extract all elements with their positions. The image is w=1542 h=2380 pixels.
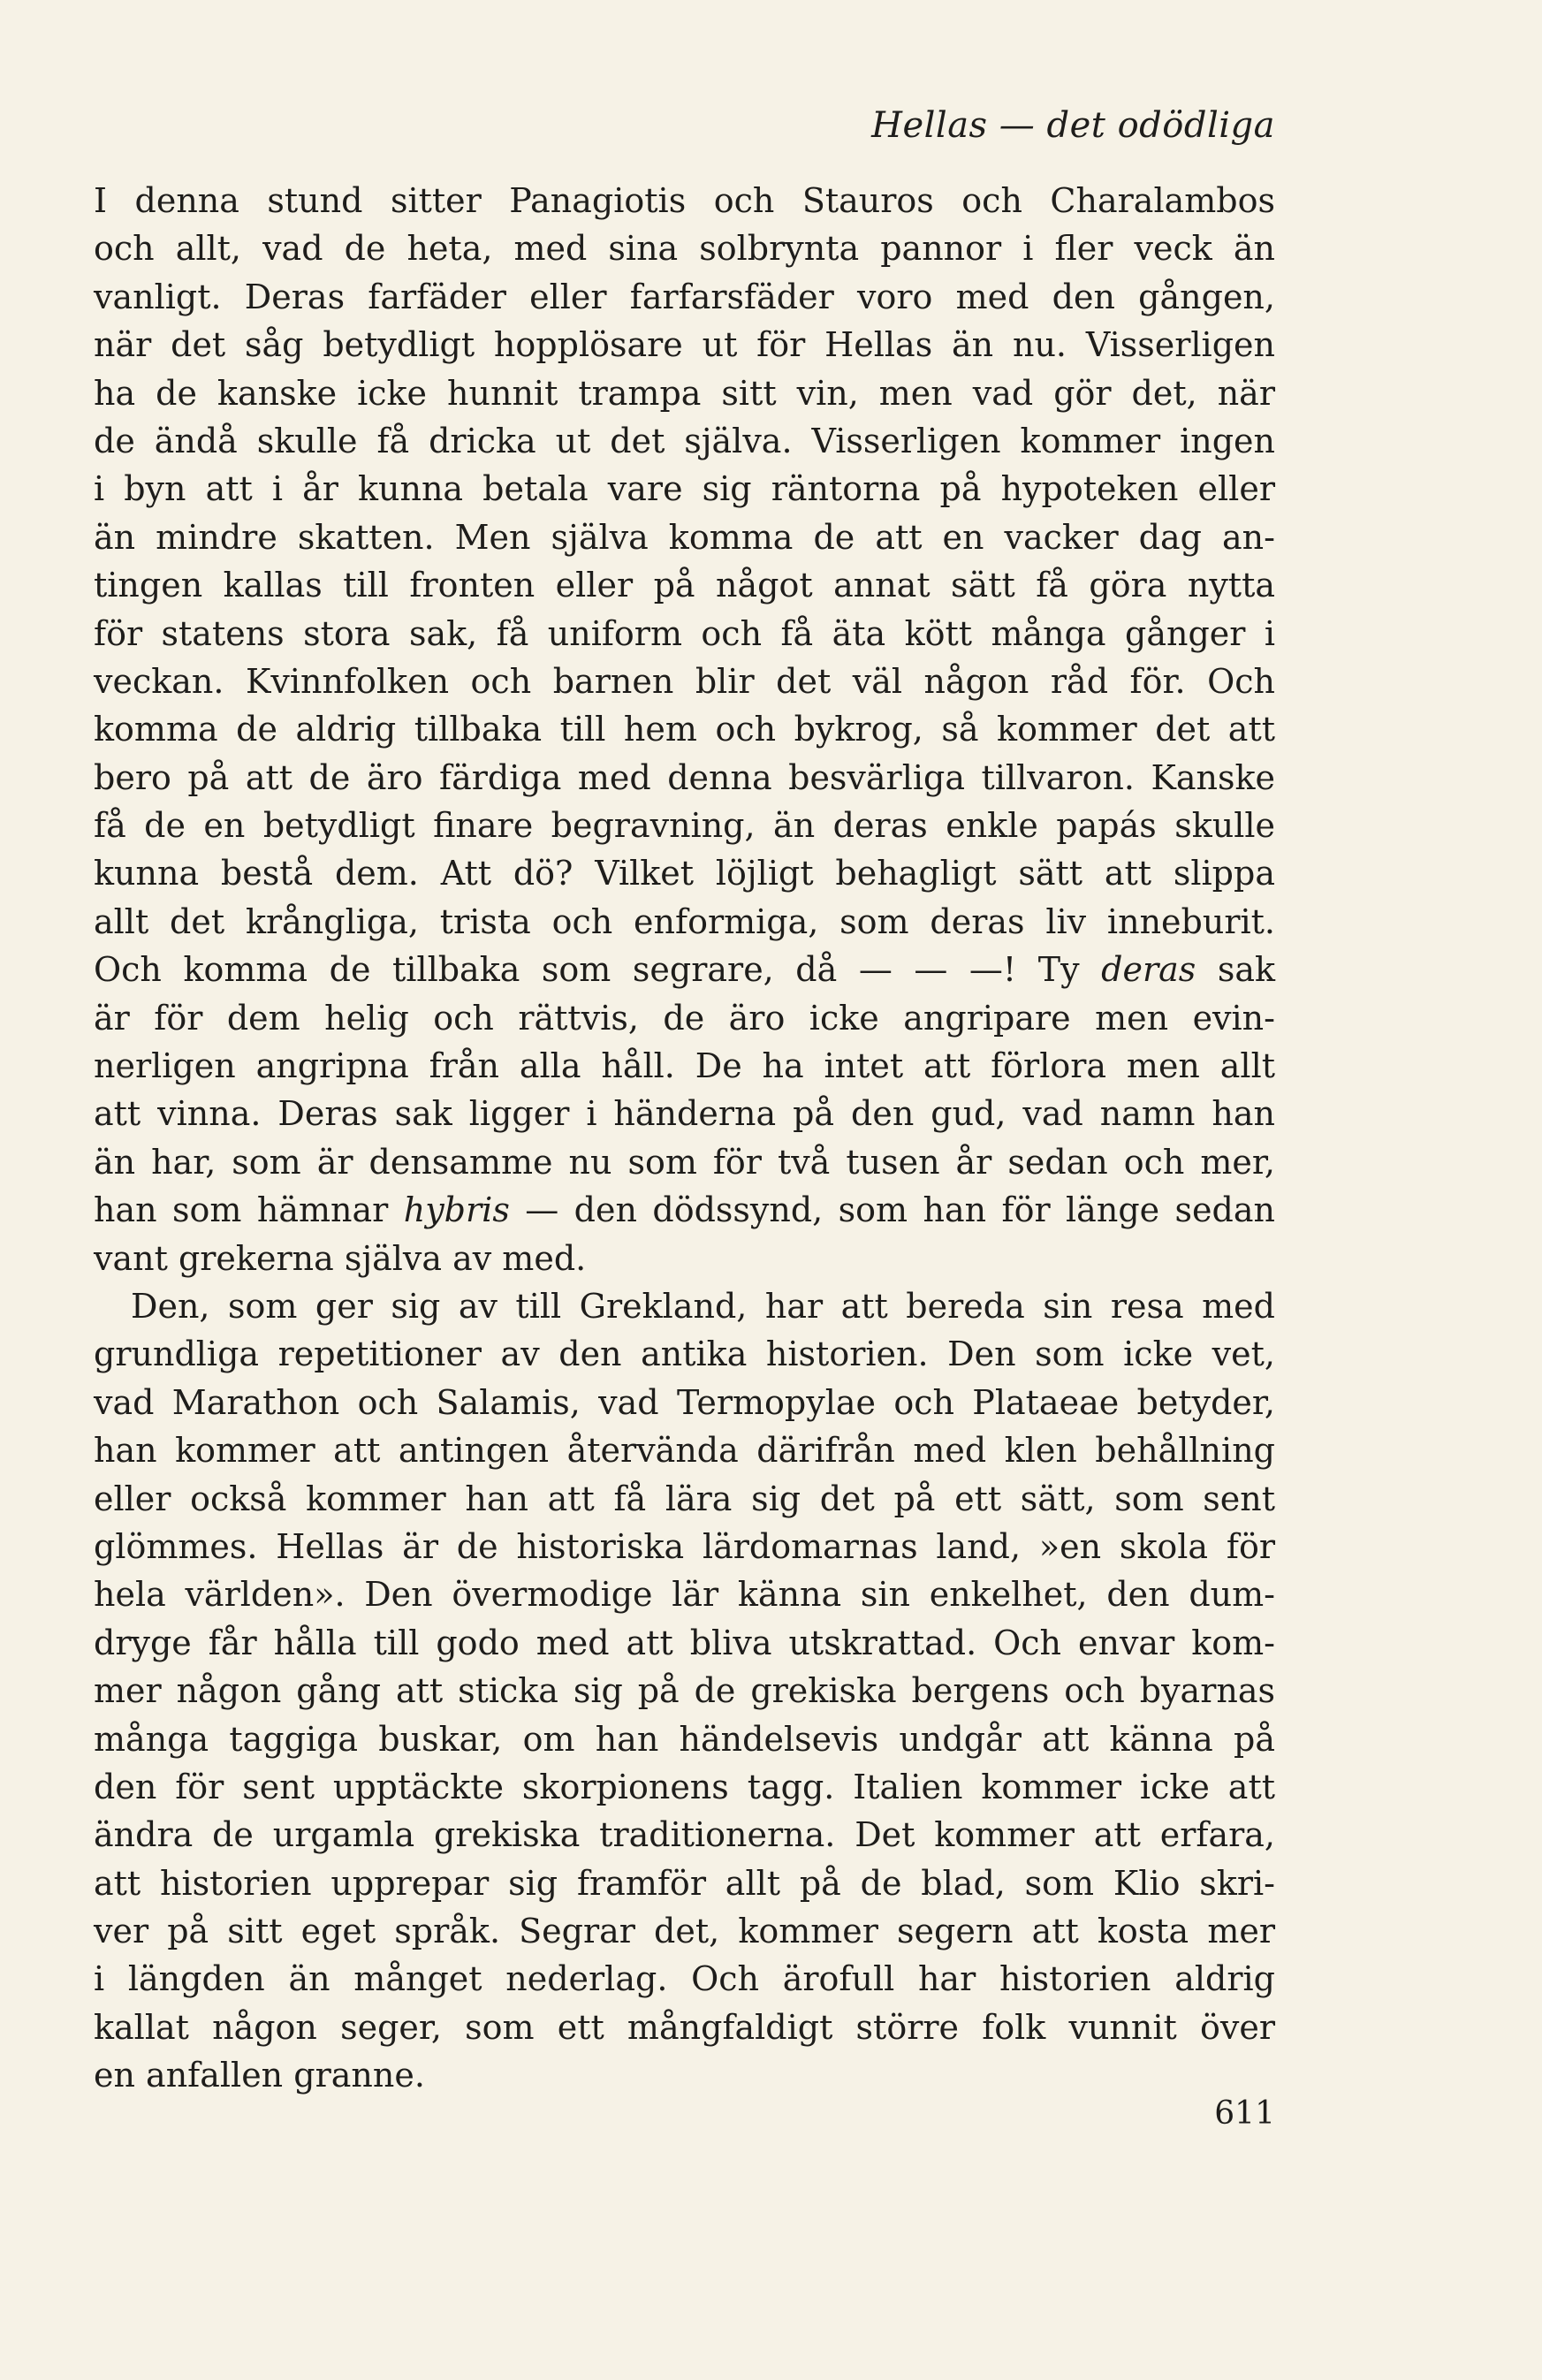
text-line: de ändå skulle få dricka ut det själva. Visserligen kommer ingen (94, 421, 1275, 460)
text-line: ändra de urgamla grekiska traditionerna. Det kommer att erfara, (94, 1815, 1275, 1855)
text-line: allt det krångliga, trista och enformiga, som deras liv inneburit. (94, 901, 1275, 941)
running-head: Hellas — det odödliga (871, 105, 1275, 146)
text-line: I denna stund sitter Panagiotis och Stauros och Charalambos (94, 181, 1275, 220)
text-line: hela världen». Den övermodige lär känna sin enkelhet, den dum- (94, 1575, 1275, 1615)
text-span: Och komma de tillbaka som segrare, då — — —! Ty (94, 950, 1102, 990)
text-span: — den dödssynd, som han för länge sedan (509, 1190, 1275, 1230)
text-line: tingen kallas till fronten eller på något annat sätt få göra nytta (94, 566, 1275, 605)
text-line: i längden än månget nederlag. Och ärofull har historien aldrig (94, 1959, 1275, 1999)
italic-word: deras (1101, 950, 1196, 990)
text-line: eller också kommer han att få lära sig det på ett sätt, som sent (94, 1479, 1275, 1518)
text-line: vad Marathon och Salamis, vad Termopylae och Plataeae betyder, (94, 1382, 1275, 1422)
text-line: komma de aldrig tillbaka till hem och bykrog, så kommer det att (94, 710, 1275, 749)
text-line: veckan. Kvinnfolken och barnen blir det väl någon råd för. Och (94, 661, 1275, 701)
page-number: 611 (1214, 2095, 1275, 2132)
text-line: han kommer att antingen återvända därifrån med klen behållning (94, 1431, 1275, 1471)
text-line: glömmes. Hellas är de historiska lärdomarnas land, »en skola för (94, 1526, 1275, 1566)
text-line: att historien upprepar sig framför allt på de blad, som Klio skri- (94, 1863, 1275, 1903)
text-line-with-italic (94, 1186, 1275, 1234)
text-line: i byn att i år kunna betala vare sig räntorna på hypoteken eller (94, 469, 1275, 509)
text-line: dryge får hålla till godo med att bliva utskrattad. Och envar kom- (94, 1623, 1275, 1662)
text-line: grundliga repetitioner av den antika historien. Den som icke vet, (94, 1334, 1275, 1374)
italic-word: hybris (403, 1190, 510, 1230)
text-span: sak (1196, 950, 1275, 990)
text-span: han som hämnar (94, 1190, 404, 1230)
text-line: är för dem helig och rättvis, de äro icke angripare men evin- (94, 998, 1275, 1038)
text-line: ha de kanske icke hunnit trampa sitt vin, men vad gör det, när (94, 373, 1275, 413)
text-line: kunna bestå dem. Att dö? Vilket löjligt behagligt sätt att slippa (94, 854, 1275, 893)
text-line: och allt, vad de heta, med sina solbrynta pannor i fler veck än (94, 229, 1275, 269)
text-line: få de en betydligt finare begravning, än deras enkle papás skulle (94, 806, 1275, 846)
text-line: att vinna. Deras sak ligger i händerna på den gud, vad namn han (94, 1094, 1275, 1134)
paragraph-end-line: vant grekerna själva av med. (94, 1238, 587, 1278)
text-line-with-italic (94, 946, 1275, 993)
text-line: mer någon gång att sticka sig på de grekiska bergens och byarnas (94, 1671, 1275, 1711)
text-line: nerligen angripna från alla håll. De ha intet att förlora men allt (94, 1046, 1275, 1086)
text-line: när det såg betydligt hopplösare ut för Hellas än nu. Visserligen (94, 325, 1275, 365)
text-line: många taggiga buskar, om han händelsevis undgår att känna på (94, 1719, 1275, 1759)
body-text (94, 177, 1275, 2100)
paragraph-end-line: en anfallen granne. (94, 2056, 425, 2095)
text-line: än mindre skatten. Men själva komma de att en vacker dag an- (94, 517, 1275, 557)
text-line: bero på att de äro färdiga med denna besvärliga tillvaron. Kanske (94, 757, 1275, 797)
text-line: ver på sitt eget språk. Segrar det, kommer segern att kosta mer (94, 1912, 1275, 1951)
text-line: för statens stora sak, få uniform och få äta kött många gånger i (94, 613, 1275, 653)
text-line: vanligt. Deras farfäder eller farfarsfäder voro med den gången, (94, 277, 1275, 316)
text-line: kallat någon seger, som ett mångfaldigt större folk vunnit över (94, 2007, 1275, 2047)
paragraph-first-line: Den, som ger sig av till Grekland, har att bereda sin resa med (131, 1286, 1275, 1326)
text-line: än har, som är densamme nu som för två tusen år sedan och mer, (94, 1142, 1275, 1182)
text-line: den för sent upptäckte skorpionens tagg. Italien kommer icke att (94, 1767, 1275, 1806)
